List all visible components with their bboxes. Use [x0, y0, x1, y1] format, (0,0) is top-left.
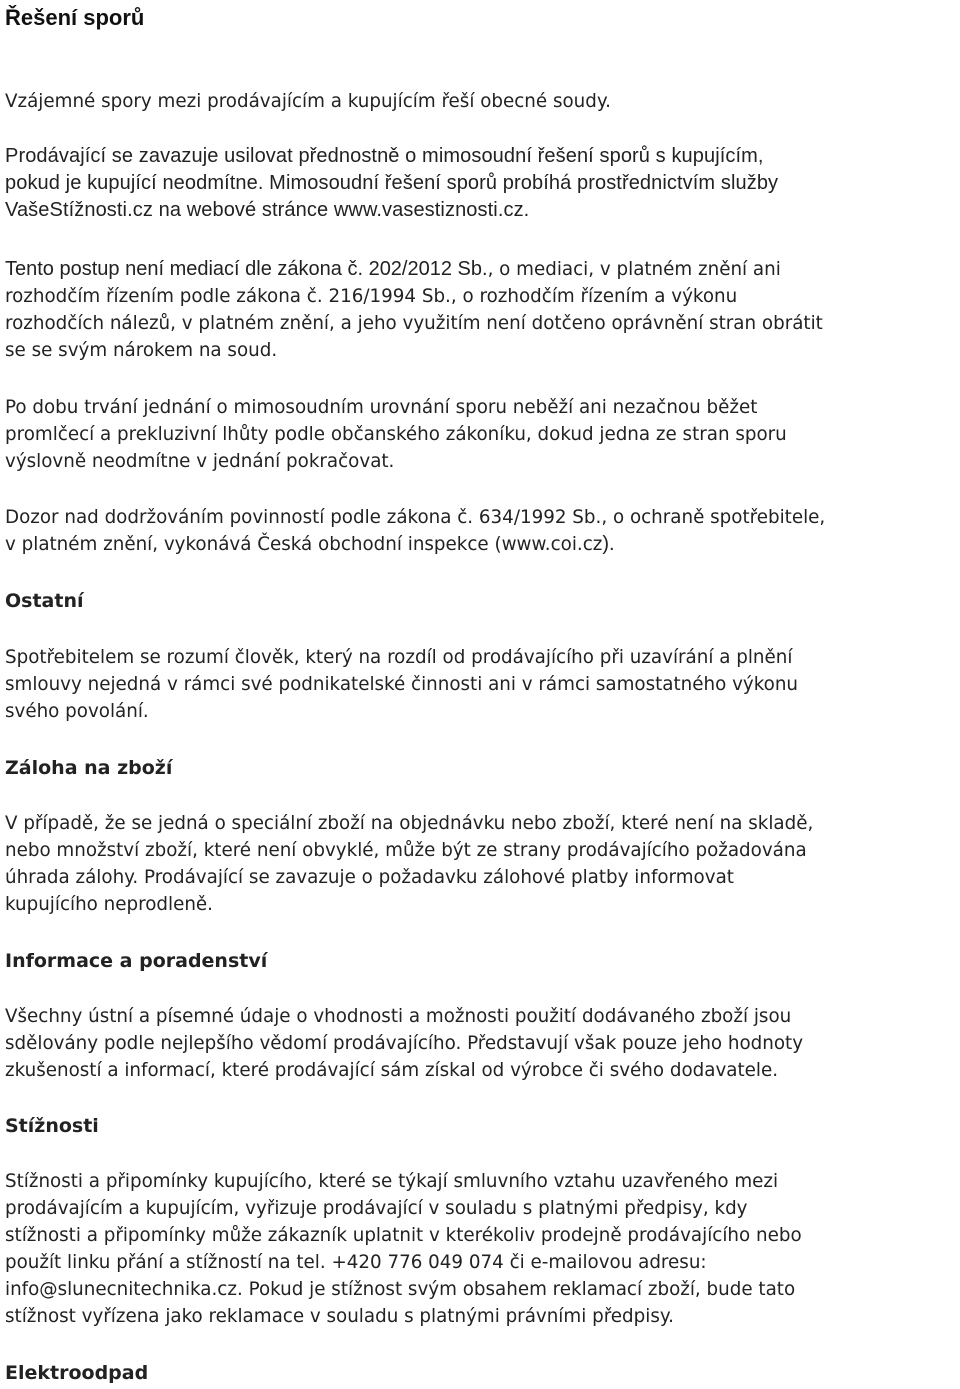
text-line: Vzájemné spory mezi prodávajícím a kupujícím řeší obecné soudy. — [5, 91, 611, 112]
text-line: promlčecí a prekluzivní lhůty podle občanského zákoníku, dokud jedna ze stran sporu — [5, 424, 787, 445]
text-line: info@slunecnitechnika.cz. Pokud je stížnost svým obsahem reklamací zboží, bude tato — [5, 1279, 796, 1300]
text-line: Po dobu trvání jednání o mimosoudním urovnání sporu neběží ani nezačnou běžet — [5, 397, 758, 418]
paragraph-complaints — [5, 1168, 955, 1330]
text-line: rozhodčích nálezů, v platném znění, a jeho využitím není dotčeno oprávnění stran obrátit — [5, 313, 823, 334]
text-line: V případě, že se jedná o speciální zboží na objednávku nebo zboží, které není na skladě, — [5, 813, 814, 834]
paragraph-deposit — [5, 810, 955, 918]
text-line — [5, 504, 955, 531]
text-line — [5, 256, 955, 283]
section-heading-complaints: Stížnosti — [5, 1115, 99, 1137]
page-title: Řešení sporů — [5, 5, 145, 30]
paragraph-supervision — [5, 504, 955, 558]
text-segment: v platném znění, vykonává Česká obchodní inspekce (www.coi.cz — [5, 534, 603, 555]
text-segment: Tento postup není mediací dle zákona č. 202/2012 Sb. — [5, 258, 488, 280]
text-line: stížnost vyřízena jako reklamace v souladu s platnými právními předpisy. — [5, 1306, 674, 1327]
text-line: VašeStížnosti.cz na webové stránce www.vasestiznosti.cz. — [5, 199, 530, 221]
text-line: smlouvy nejedná v rámci své podnikatelské činnosti ani v rámci samostatného výkonu — [5, 674, 799, 695]
paragraph-limitation — [5, 394, 955, 475]
text-line: úhrada zálohy. Prodávající se zavazuje o požadavku zálohové platby informovat — [5, 867, 734, 888]
paragraph-mediation — [5, 256, 955, 364]
text-line — [5, 531, 955, 558]
text-segment: ). — [602, 533, 615, 555]
text-line: kupujícího neprodleně. — [5, 894, 213, 915]
section-heading-deposit: Záloha na zboží — [5, 757, 173, 779]
text-line: Stížnosti a připomínky kupujícího, které se týkají smluvního vztahu uzavřeného mezi — [5, 1171, 779, 1192]
text-segment: Dozor nad dodržováním povinností podle zákona č. 634/1992 Sb. — [5, 507, 602, 528]
text-line: pokud je kupující neodmítne. Mimosoudní řešení sporů probíhá prostřednictvím služby — [5, 172, 779, 194]
text-segment: , o ochraně spotřebitele, — [601, 507, 826, 528]
section-heading-advice: Informace a poradenství — [5, 950, 268, 972]
text-line: svého povolání. — [5, 701, 149, 722]
text-line: stížnosti a připomínky může zákazník uplatnit v kterékoliv prodejně prodávajícího nebo — [5, 1225, 802, 1246]
text-line: Prodávající se zavazuje usilovat přednostně o mimosoudní řešení sporů s kupujícím, — [5, 145, 764, 167]
text-line: se se svým nárokem na soud. — [5, 340, 278, 361]
text-segment: , o rozhodčím řízením a výkonu — [450, 286, 738, 307]
section-heading-other: Ostatní — [5, 590, 84, 612]
paragraph-out-of-court — [5, 143, 955, 224]
paragraph-courts — [5, 88, 955, 115]
text-line: prodávajícím a kupujícím, vyřizuje prodávající v souladu s platnými předpisy, kdy — [5, 1198, 748, 1219]
text-line: sdělovány podle nejlepšího vědomí prodávajícího. Představují však pouze jeho hodnoty — [5, 1033, 804, 1054]
text-segment: rozhodčím řízením podle zákona č. 216/1994 Sb. — [5, 286, 451, 307]
section-heading-electro: Elektroodpad — [5, 1362, 149, 1384]
text-line: použít linku přání a stížností na tel. +420 776 049 074 či e-mailovou adresu: — [5, 1252, 707, 1273]
paragraph-other — [5, 644, 955, 725]
text-line: výslovně neodmítne v jednání pokračovat. — [5, 451, 395, 472]
text-line: zkušeností a informací, které prodávající sám získal od výrobce či svého dodavatele. — [5, 1060, 779, 1081]
text-segment: , o mediaci, v platném znění ani — [487, 259, 781, 280]
paragraph-advice — [5, 1003, 955, 1084]
text-line: Spotřebitelem se rozumí člověk, který na rozdíl od prodávajícího při uzavírání a plnění — [5, 647, 793, 668]
text-line — [5, 283, 955, 310]
text-line: Všechny ústní a písemné údaje o vhodnosti a možnosti použití dodávaného zboží jsou — [5, 1006, 792, 1027]
text-line: nebo množství zboží, které není obvyklé, může být ze strany prodávajícího požadována — [5, 840, 807, 861]
